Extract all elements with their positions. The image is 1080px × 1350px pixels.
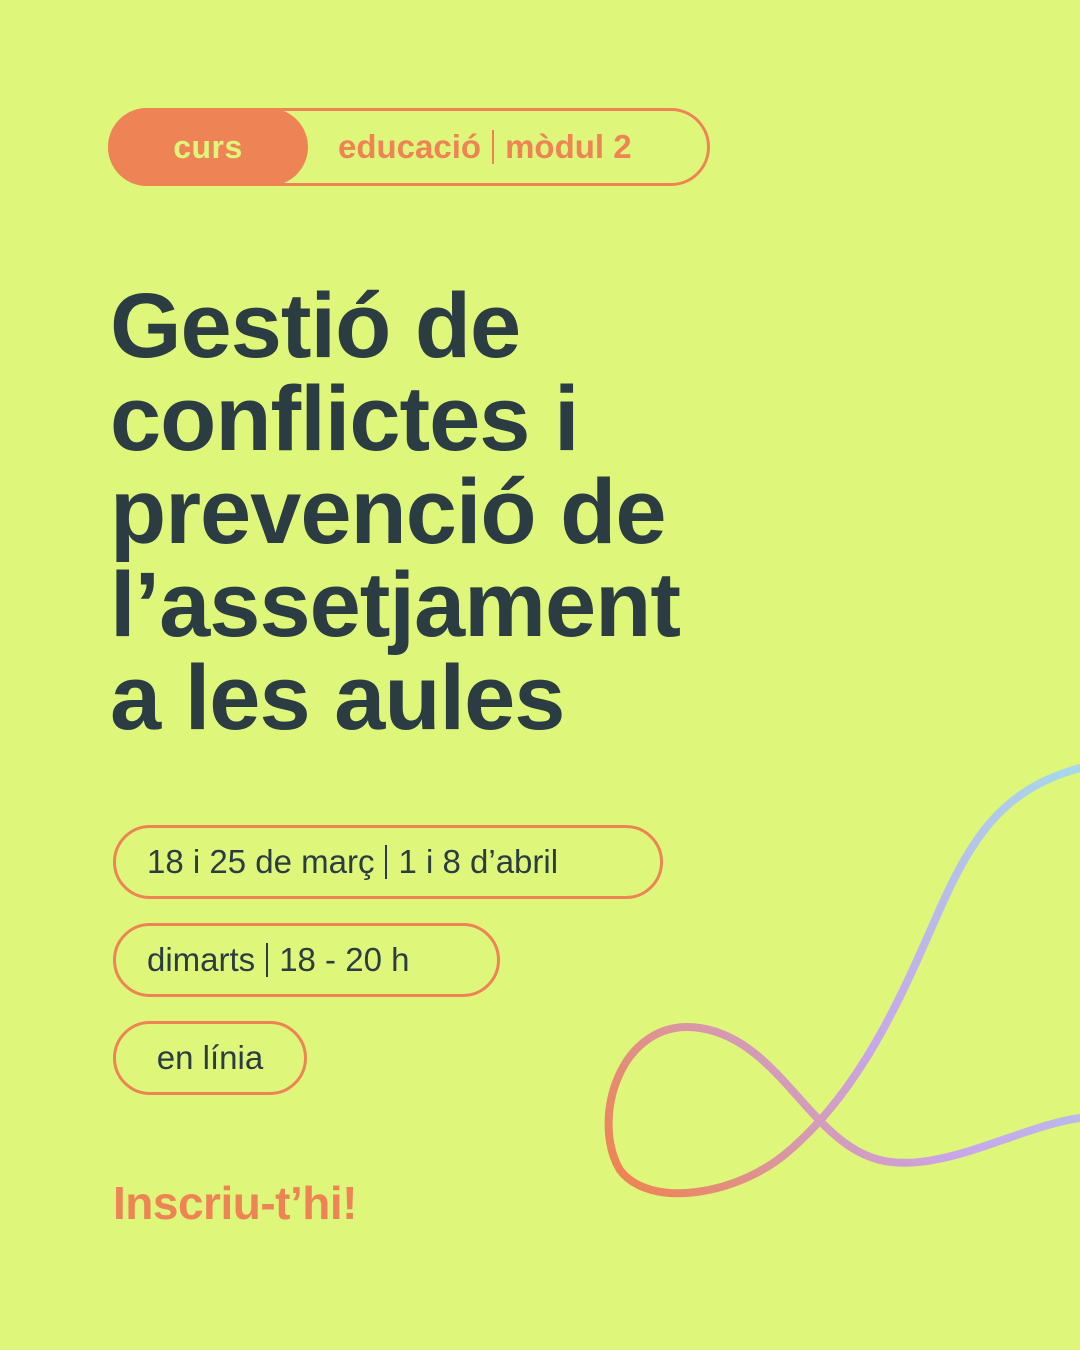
hours: 18 - 20 h bbox=[279, 941, 410, 978]
title-line: Gestió de bbox=[110, 275, 521, 377]
module-label: mòdul 2 bbox=[505, 128, 632, 165]
ribbon-stroke bbox=[609, 768, 1080, 1193]
title-line: conflictes i bbox=[110, 368, 579, 470]
title-line: l’assetjament bbox=[110, 554, 680, 656]
dates-march: 18 i 25 de març bbox=[147, 843, 375, 880]
mode-label: en línia bbox=[156, 1039, 264, 1076]
dates-april: 1 i 8 d’abril bbox=[398, 843, 559, 880]
title-line: prevenció de bbox=[110, 461, 666, 563]
category-label: educació bbox=[338, 128, 482, 165]
signup-link[interactable]: Inscriu-t’hi! bbox=[113, 1177, 357, 1229]
title-line: a les aules bbox=[110, 647, 565, 749]
weekday: dimarts bbox=[147, 941, 256, 978]
course-type-label: curs bbox=[173, 128, 243, 165]
